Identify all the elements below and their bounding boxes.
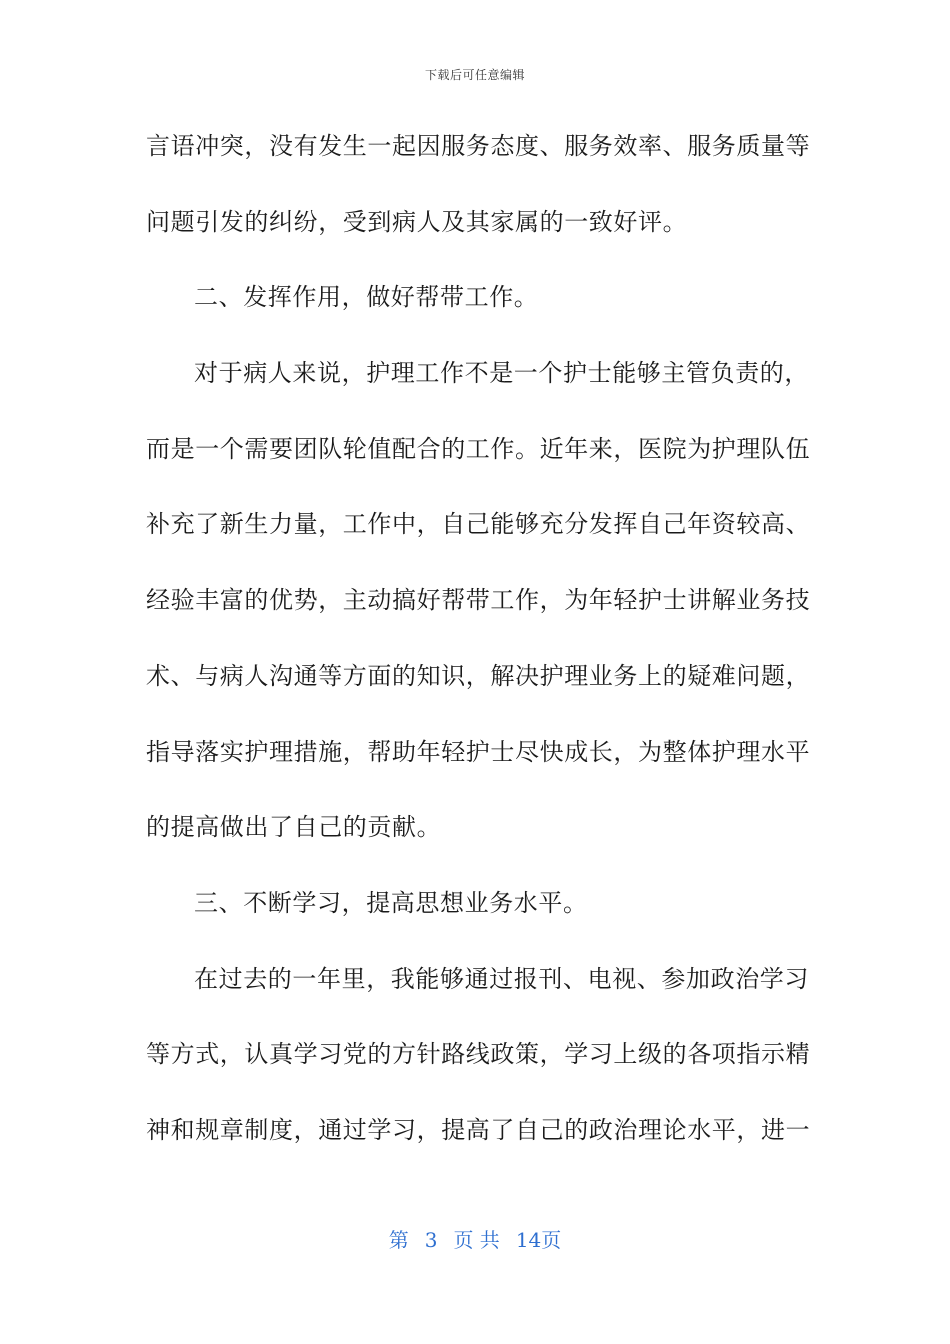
paragraph-line: 在过去的一年里，我能够通过报刊、电视、参加政治学习 (194, 964, 809, 993)
paragraph-line: 补充了新生力量，工作中，自己能够充分发挥自己年资较高、 (146, 510, 811, 539)
section-heading: 二、发挥作用，做好帮带工作。 (194, 283, 539, 312)
total-pages-number: 14 (515, 1228, 542, 1252)
paragraph-line: 神和规章制度，通过学习，提高了自己的政治理论水平，进一 (146, 1115, 811, 1144)
footer-suffix: 页 (541, 1228, 562, 1252)
paragraph-line: 术、与病人沟通等方面的知识，解决护理业务上的疑难问题， (146, 661, 811, 690)
footer-middle: 页 共 (453, 1228, 500, 1252)
section-heading: 三、不断学习，提高思想业务水平。 (194, 888, 588, 917)
current-page-number: 3 (424, 1228, 438, 1252)
page-footer (0, 1224, 950, 1253)
paragraph-line: 经验丰富的优势，主动搞好帮带工作，为年轻护士讲解业务技 (146, 586, 811, 615)
paragraph-line: 言语冲突，没有发生一起因服务态度、服务效率、服务质量等 (146, 132, 811, 160)
paragraph-line: 等方式，认真学习党的方针路线政策，学习上级的各项指示精 (146, 1040, 811, 1069)
header-note: 下载后可任意编辑 (424, 68, 525, 82)
paragraph-line: 的提高做出了自己的贡献。 (146, 813, 442, 842)
footer-prefix: 第 (388, 1228, 409, 1252)
body-text (146, 124, 811, 1184)
paragraph-line: 问题引发的纠纷，受到病人及其家属的一致好评。 (146, 207, 688, 236)
paragraph-line: 而是一个需要团队轮值配合的工作。近年来，医院为护理队伍 (146, 434, 811, 463)
paragraph-line: 对于病人来说，护理工作不是一个护士能够主管负责的， (194, 359, 809, 388)
paragraph-line: 指导落实护理措施，帮助年轻护士尽快成长，为整体护理水平 (146, 737, 811, 766)
